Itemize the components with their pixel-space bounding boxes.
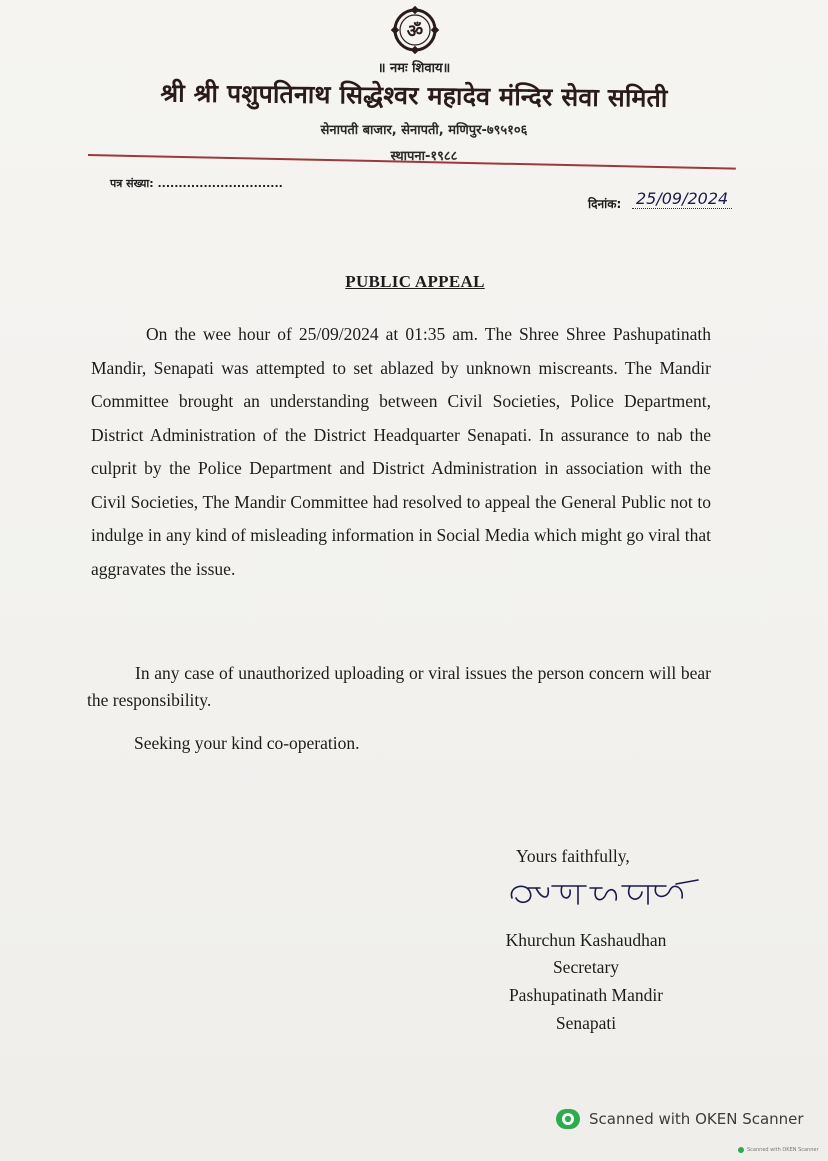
body-paragraph-2: In any case of unauthorized uploading or viral issues the person concern will bear the responsibility. xyxy=(87,663,711,710)
organization-address: सेनापती बाजार, सेनापती, मणिपुर-७९५१०६ xyxy=(320,123,528,138)
signatory-organization: Pashupatinath Mandir xyxy=(508,985,664,1005)
established-year: स्थापना-१९८८ xyxy=(390,149,458,164)
watermark-text: Scanned with OKEN Scanner xyxy=(589,1110,804,1128)
signatory-place: Senapati xyxy=(555,1013,617,1033)
date-value: 25/09/2024 xyxy=(632,189,732,209)
organization-name: श्री श्री पशुपतिनाथ सिद्धेश्वर महादेव मंन्दिर सेवा समिती xyxy=(160,78,668,113)
shloka-line: ॥ नमः शिवाय॥ xyxy=(377,61,451,76)
body-paragraph-1: On the wee hour of 25/09/2024 at 01:35 am. The Shree Shree Pashupatinath Mandir, Senapati was attempted to set ablazed by unknown miscreants. The Mandir Committee brought an understanding between Civil Societies, Police Department, District Administration of the District Headquarter Senapati. In assurance to nab the culprit by the Police Department and District Administration in association with the Civil Societies, The Mandir Committee had resolved to appeal the General Public not to indulge in any kind of misleading information in Social Media which might go viral that aggravates the issue. xyxy=(91,324,711,579)
document-title: PUBLIC APPEAL xyxy=(345,272,485,291)
letter-number: पत्र संख्या: .............................. xyxy=(110,177,283,190)
small-watermark-text: Scanned with OKEN Scanner xyxy=(747,1147,819,1153)
closing-line: Seeking your kind co-operation. xyxy=(134,733,360,753)
small-logo-icon xyxy=(738,1147,744,1153)
signatory-name: Khurchun Kashaudhan xyxy=(505,930,667,950)
signatory-designation: Secretary xyxy=(552,957,620,977)
small-watermark xyxy=(738,1147,819,1153)
svg-text:ॐ: ॐ xyxy=(406,21,424,42)
date-label: दिनांक: xyxy=(588,197,622,211)
handwritten-signature xyxy=(506,876,702,914)
salutation: Yours faithfully, xyxy=(516,846,630,866)
oken-scanner-logo-icon xyxy=(555,1108,581,1130)
scanner-watermark xyxy=(555,1108,804,1130)
om-symbol-icon xyxy=(390,4,440,54)
